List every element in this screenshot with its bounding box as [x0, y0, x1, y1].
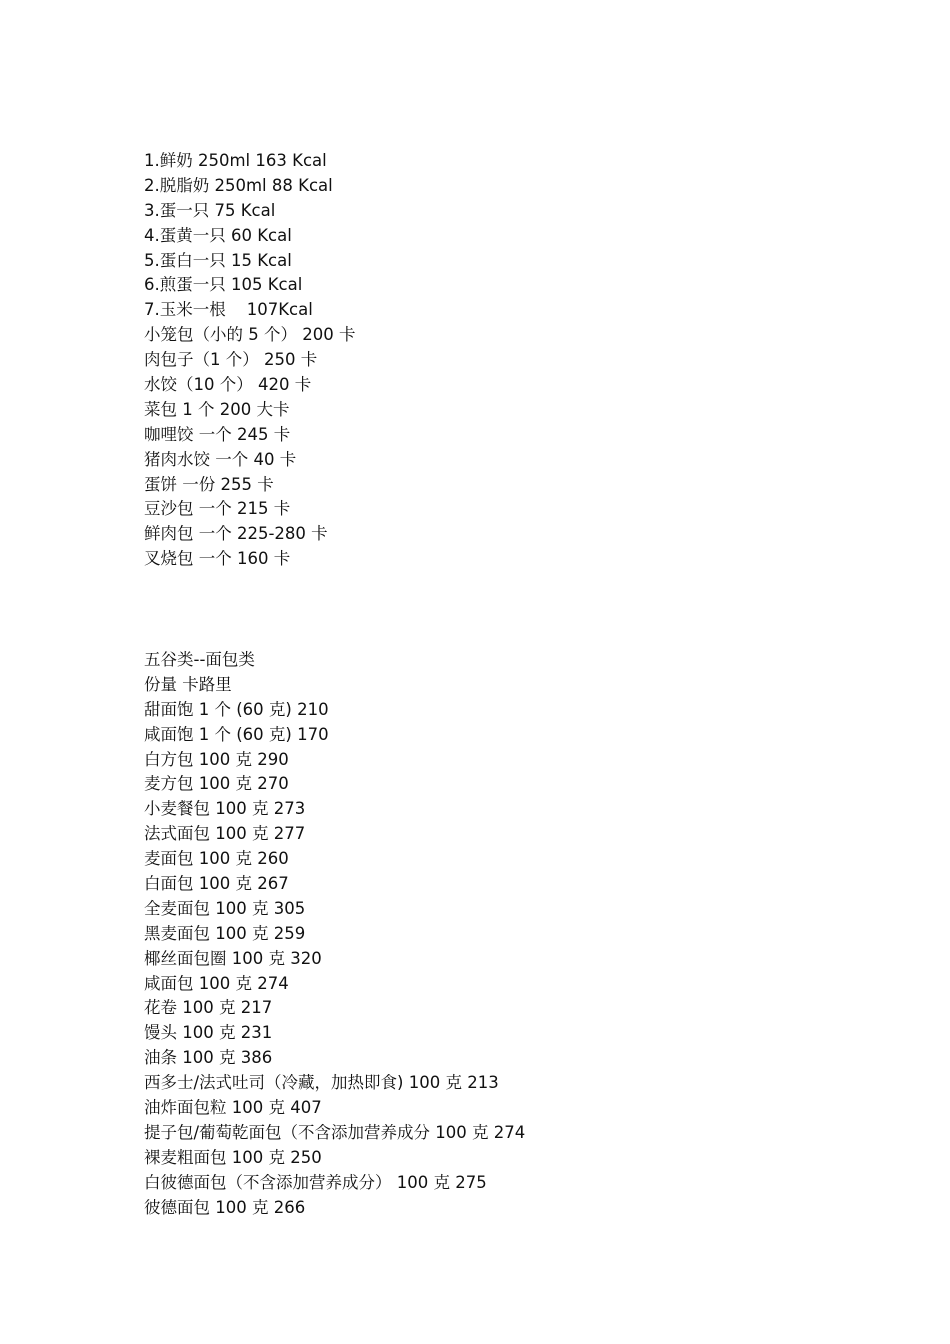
text-line: 肉包子（1 个） 250 卡 [144, 350, 318, 370]
text-line: 豆沙包 一个 215 卡 [144, 499, 291, 519]
text-line: 猪肉水饺 一个 40 卡 [144, 449, 297, 469]
text-line: 7.玉米一根 107Kcal [144, 300, 313, 320]
text-line: 5.蛋白一只 15 Kcal [144, 250, 292, 270]
text-line: 油炸面包粒 100 克 407 [144, 1098, 322, 1118]
text-line: 咖哩饺 一个 245 卡 [144, 424, 291, 444]
text-line: 黑麦面包 100 克 259 [144, 923, 306, 943]
text-line: 油条 100 克 386 [144, 1048, 273, 1068]
text-line: 裸麦粗面包 100 克 250 [144, 1147, 322, 1167]
text-line: 提子包/葡萄乾面包（不含添加营养成分 100 克 274 [144, 1122, 526, 1142]
text-line: 叉烧包 一个 160 卡 [144, 549, 291, 569]
text-line: 小麦餐包 100 克 273 [144, 799, 306, 819]
text-line: 6.煎蛋一只 105 Kcal [144, 275, 303, 295]
text-line: 法式面包 100 克 277 [144, 824, 306, 844]
text-line: 西多士/法式吐司（冷藏，加热即食) 100 克 213 [144, 1073, 499, 1093]
text-line: 3.蛋一只 75 Kcal [144, 200, 276, 220]
calorie-list-bread [144, 648, 525, 1220]
text-line: 白彼德面包（不含添加营养成分） 100 克 275 [144, 1172, 487, 1192]
text-line: 1.鲜奶 250ml 163 Kcal [144, 151, 327, 170]
text-line: 小笼包（小的 5 个） 200 卡 [144, 325, 356, 345]
text-line: 彼德面包 100 克 266 [144, 1197, 306, 1217]
text-line: 椰丝面包圈 100 克 320 [144, 948, 322, 968]
text-line: 咸面包 100 克 274 [144, 973, 289, 993]
text-line: 麦方包 100 克 270 [144, 774, 289, 794]
text-line: 五谷类--面包类 [144, 650, 255, 669]
text-line: 份量 卡路里 [144, 674, 232, 694]
text-line: 咸面饱 1 个 (60 克) 170 [144, 724, 329, 744]
text-line: 4.蛋黄一只 60 Kcal [144, 225, 292, 245]
text-line: 鲜肉包 一个 225-280 卡 [144, 524, 328, 544]
text-line: 全麦面包 100 克 305 [144, 898, 306, 918]
text-line: 水饺（10 个） 420 卡 [144, 375, 312, 395]
text-line: 菜包 1 个 200 大卡 [144, 399, 290, 419]
text-line: 花卷 100 克 217 [144, 998, 273, 1018]
calorie-list-snacks [144, 149, 355, 572]
text-line: 白面包 100 克 267 [144, 874, 289, 894]
text-line: 甜面饱 1 个 (60 克) 210 [144, 699, 329, 719]
text-line: 馒头 100 克 231 [144, 1023, 273, 1043]
text-line: 白方包 100 克 290 [144, 749, 289, 769]
text-line: 蛋饼 一份 255 卡 [144, 474, 274, 494]
text-line: 2.脱脂奶 250ml 88 Kcal [144, 175, 333, 195]
text-line: 麦面包 100 克 260 [144, 849, 289, 869]
